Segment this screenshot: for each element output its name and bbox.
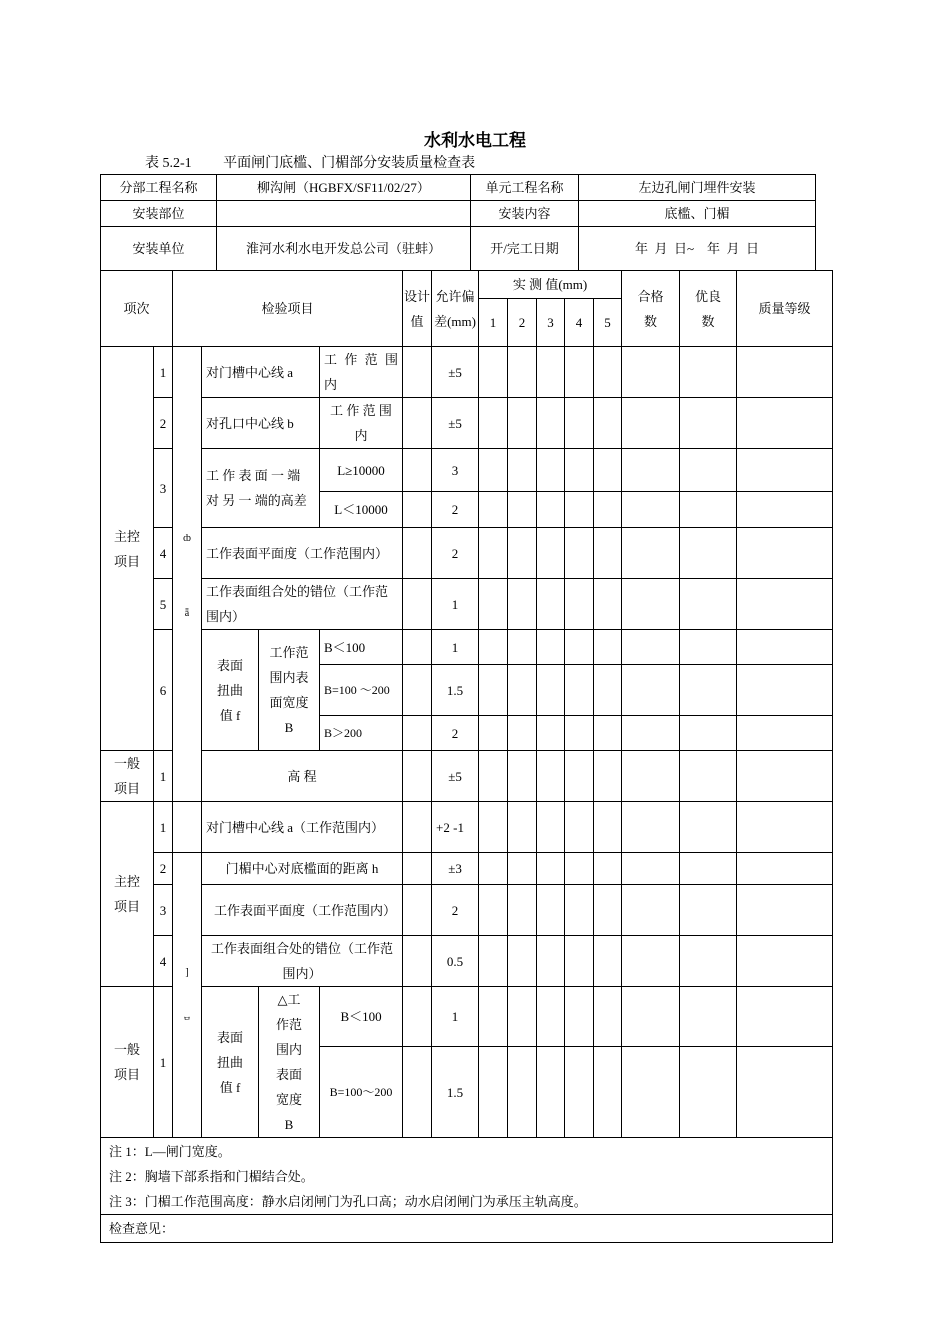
menmei-r3-no: 3 xyxy=(154,885,173,936)
danwei-label: 安装单位 xyxy=(101,227,217,271)
menmei-r5-sub1: B＜100 xyxy=(320,987,403,1047)
cell xyxy=(680,492,737,528)
cell xyxy=(479,1047,508,1138)
dikan-r6-sub1: B＜100 xyxy=(320,630,403,665)
buwei-label: 安装部位 xyxy=(101,201,217,227)
cell xyxy=(622,492,680,528)
cell xyxy=(622,665,680,716)
inspection-table xyxy=(100,270,833,1243)
menmei-side-top xyxy=(173,802,202,853)
cell xyxy=(737,347,833,398)
dikan-r3-tol1: 3 xyxy=(432,449,479,492)
dikan-r7-no: 1 xyxy=(154,751,173,802)
dikan-r3-design2 xyxy=(403,492,432,528)
cell xyxy=(537,449,565,492)
dikan-r6-sub2: B=100 ～200 xyxy=(320,665,403,716)
cell xyxy=(508,579,537,630)
cell xyxy=(622,885,680,936)
cell xyxy=(508,398,537,449)
cell xyxy=(680,987,737,1047)
dikan-r7-tol: ±5 xyxy=(432,751,479,802)
menmei-r5-no: 1 xyxy=(154,987,173,1138)
cell xyxy=(622,936,680,987)
neirong-value: 底槛、门楣 xyxy=(579,201,816,227)
cell xyxy=(508,936,537,987)
cell xyxy=(680,630,737,665)
cell xyxy=(680,716,737,751)
cell xyxy=(622,1047,680,1138)
cell xyxy=(565,885,594,936)
cell xyxy=(537,665,565,716)
cell xyxy=(680,885,737,936)
cell xyxy=(565,528,594,579)
cell xyxy=(565,936,594,987)
menmei-r2-design xyxy=(403,853,432,885)
cell xyxy=(622,630,680,665)
dikan-r4-design xyxy=(403,528,432,579)
cell xyxy=(537,716,565,751)
danyuan-label: 单元工程名称 xyxy=(471,175,579,201)
menmei-r2-no: 2 xyxy=(154,853,173,885)
menmei-side-b: ᄆ xyxy=(182,1016,192,1028)
cell xyxy=(479,449,508,492)
menmei-r5-item: 表面扭曲值 f xyxy=(202,987,259,1138)
danwei-value: 淮河水利水电开发总公司（驻蚌） xyxy=(217,227,471,271)
cell xyxy=(737,802,833,853)
dikan-r5-design xyxy=(403,579,432,630)
cell xyxy=(508,492,537,528)
menmei-r1-item: 对门槽中心线 a（工作范围内） xyxy=(202,802,403,853)
dikan-yiban-label: 一般项目 xyxy=(101,751,154,802)
cell xyxy=(680,449,737,492)
cell xyxy=(508,802,537,853)
cell xyxy=(508,716,537,751)
menmei-zhukong-label: 主控项目 xyxy=(101,802,154,987)
dikan-r5-item: 工作表面组合处的错位（工作范围内） xyxy=(202,579,403,630)
dikan-r3-item: 工 作 表 面 一 端 对 另 一 端的高差 xyxy=(202,449,320,528)
menmei-r1-design xyxy=(403,802,432,853)
dikan-r2-design xyxy=(403,398,432,449)
cell xyxy=(622,579,680,630)
menmei-r5-design1 xyxy=(403,987,432,1047)
cell xyxy=(508,853,537,885)
cell xyxy=(537,347,565,398)
cell xyxy=(737,1047,833,1138)
cell xyxy=(508,449,537,492)
menmei-r5-sub2: B=100～200 xyxy=(320,1047,403,1138)
cell xyxy=(594,579,622,630)
dikan-r1-sub: 工 作 范 围内 xyxy=(320,347,403,398)
form-subtitle: 表 5.2-1 平面闸门底槛、门楣部分安装质量检查表 xyxy=(145,156,476,171)
dikan-r1-design xyxy=(403,347,432,398)
cell xyxy=(594,751,622,802)
header-n2: 2 xyxy=(508,299,537,347)
header-dengji: 质量等级 xyxy=(737,271,833,347)
cell xyxy=(565,853,594,885)
note-3: 注 3：门楣工作范围高度：静水启闭闸门为孔口高；动水启闭闸门为承压主轨高度。 xyxy=(109,1193,587,1209)
cell xyxy=(622,802,680,853)
cell xyxy=(737,987,833,1047)
cell xyxy=(479,987,508,1047)
dikan-r3-sub1: L≥10000 xyxy=(320,449,403,492)
cell xyxy=(622,398,680,449)
cell xyxy=(594,665,622,716)
cell xyxy=(537,987,565,1047)
fenbu-value: 柳沟闸（HGBFX/SF11/02/27） xyxy=(217,175,471,201)
menmei-r4-tol: 0.5 xyxy=(432,936,479,987)
dikan-r6-mid: 工作范围内表面宽度B xyxy=(259,630,320,751)
info-table xyxy=(100,174,816,271)
cell xyxy=(737,398,833,449)
dikan-r6-no: 6 xyxy=(154,630,173,751)
dikan-r4-no: 4 xyxy=(154,528,173,579)
cell xyxy=(622,716,680,751)
cell xyxy=(680,528,737,579)
menmei-r5-tol2: 1.5 xyxy=(432,1047,479,1138)
header-n1: 1 xyxy=(479,299,508,347)
cell xyxy=(537,398,565,449)
header-shice: 实 测 值(mm) xyxy=(479,271,622,299)
dikan-side-a: ȸ xyxy=(183,533,191,544)
menmei-r3-item: 工作表面平面度（工作范围内） xyxy=(202,885,403,936)
cell xyxy=(537,579,565,630)
cell xyxy=(537,751,565,802)
cell xyxy=(594,449,622,492)
dikan-r1-item: 对门槽中心线 a xyxy=(202,347,320,398)
cell xyxy=(737,885,833,936)
cell xyxy=(594,853,622,885)
cell xyxy=(508,665,537,716)
cell xyxy=(680,347,737,398)
menmei-r4-no: 4 xyxy=(154,936,173,987)
dikan-side-label xyxy=(173,347,202,802)
dikan-r3-design1 xyxy=(403,449,432,492)
cell xyxy=(594,528,622,579)
cell xyxy=(479,492,508,528)
cell xyxy=(622,449,680,492)
dikan-r6-design2 xyxy=(403,665,432,716)
dikan-r4-item: 工作表面平面度（工作范围内） xyxy=(202,528,403,579)
cell xyxy=(537,492,565,528)
dikan-r2-tol: ±5 xyxy=(432,398,479,449)
cell xyxy=(594,885,622,936)
header-hege: 合格数 xyxy=(622,271,680,347)
document-title: 水利水电工程 xyxy=(424,131,526,150)
cell xyxy=(479,885,508,936)
cell xyxy=(565,347,594,398)
cell xyxy=(737,751,833,802)
menmei-side-a: ] xyxy=(185,966,189,978)
cell xyxy=(737,630,833,665)
dikan-r3-no: 3 xyxy=(154,449,173,528)
cell xyxy=(737,492,833,528)
cell xyxy=(737,716,833,751)
cell xyxy=(737,449,833,492)
cell xyxy=(537,528,565,579)
header-n5: 5 xyxy=(594,299,622,347)
inspection-opinion: 检查意见： xyxy=(101,1215,833,1243)
cell xyxy=(565,802,594,853)
menmei-side-label xyxy=(173,853,202,1138)
dikan-r1-tol: ±5 xyxy=(432,347,479,398)
header-n3: 3 xyxy=(537,299,565,347)
cell xyxy=(680,853,737,885)
cell xyxy=(479,528,508,579)
dikan-r2-sub: 工 作 范 围内 xyxy=(320,398,403,449)
cell xyxy=(479,398,508,449)
dikan-r2-item: 对孔口中心线 b xyxy=(202,398,320,449)
dikan-r6-tol2: 1.5 xyxy=(432,665,479,716)
cell xyxy=(737,665,833,716)
danyuan-value: 左边孔闸门埋件安装 xyxy=(579,175,816,201)
dikan-r6-tol3: 2 xyxy=(432,716,479,751)
cell xyxy=(537,885,565,936)
cell xyxy=(479,802,508,853)
cell xyxy=(622,528,680,579)
cell xyxy=(622,987,680,1047)
dikan-r6-item: 表面扭曲值 f xyxy=(202,630,259,751)
note-1: 注 1：L—闸门宽度。 xyxy=(109,1143,231,1159)
dikan-r6-tol1: 1 xyxy=(432,630,479,665)
cell xyxy=(737,579,833,630)
notes-block xyxy=(101,1138,833,1215)
cell xyxy=(537,630,565,665)
cell xyxy=(565,449,594,492)
menmei-r2-item: 门楣中心对底槛面的距离 h xyxy=(202,853,403,885)
cell xyxy=(537,853,565,885)
riqi-label: 开/完工日期 xyxy=(471,227,579,271)
dikan-r5-tol: 1 xyxy=(432,579,479,630)
dikan-r6-design1 xyxy=(403,630,432,665)
header-sheji: 设计值 xyxy=(403,271,432,347)
neirong-label: 安装内容 xyxy=(471,201,579,227)
cell xyxy=(594,802,622,853)
menmei-r2-tol: ±3 xyxy=(432,853,479,885)
cell xyxy=(479,665,508,716)
menmei-r4-design xyxy=(403,936,432,987)
cell xyxy=(680,398,737,449)
cell xyxy=(737,528,833,579)
cell xyxy=(565,665,594,716)
cell xyxy=(594,716,622,751)
dikan-zhukong-label: 主控项目 xyxy=(101,347,154,751)
dikan-r4-tol: 2 xyxy=(432,528,479,579)
cell xyxy=(479,751,508,802)
header-n4: 4 xyxy=(565,299,594,347)
cell xyxy=(594,987,622,1047)
cell xyxy=(508,987,537,1047)
cell xyxy=(565,630,594,665)
cell xyxy=(508,630,537,665)
header-yunxu: 允许偏差(mm) xyxy=(432,271,479,347)
cell xyxy=(565,492,594,528)
header-jianyan: 检验项目 xyxy=(173,271,403,347)
cell xyxy=(479,716,508,751)
header-xiangci: 项次 xyxy=(101,271,173,347)
cell xyxy=(680,936,737,987)
dikan-r2-no: 2 xyxy=(154,398,173,449)
dikan-r7-item: 高 程 xyxy=(202,751,403,802)
cell xyxy=(680,751,737,802)
menmei-yiban-label: 一般项目 xyxy=(101,987,154,1138)
cell xyxy=(737,853,833,885)
fenbu-label: 分部工程名称 xyxy=(101,175,217,201)
cell xyxy=(680,1047,737,1138)
riqi-value: 年 月 日~ 年 月 日 xyxy=(579,227,816,271)
cell xyxy=(565,398,594,449)
dikan-r3-tol2: 2 xyxy=(432,492,479,528)
cell xyxy=(508,528,537,579)
dikan-side-b: ǟ xyxy=(184,608,190,619)
menmei-r1-tol: +2 -1 xyxy=(432,802,479,853)
cell xyxy=(594,936,622,987)
menmei-r5-mid: △工作范围内表面宽度B xyxy=(259,987,320,1138)
cell xyxy=(737,936,833,987)
cell xyxy=(479,630,508,665)
menmei-r3-tol: 2 xyxy=(432,885,479,936)
cell xyxy=(508,751,537,802)
cell xyxy=(680,802,737,853)
note-2: 注 2：胸墙下部系指和门楣结合处。 xyxy=(109,1168,314,1184)
cell xyxy=(508,1047,537,1138)
cell xyxy=(565,579,594,630)
cell xyxy=(594,347,622,398)
dikan-r7-design xyxy=(403,751,432,802)
cell xyxy=(508,885,537,936)
dikan-r5-no: 5 xyxy=(154,579,173,630)
header-youliang: 优良数 xyxy=(680,271,737,347)
menmei-r1-no: 1 xyxy=(154,802,173,853)
cell xyxy=(479,579,508,630)
cell xyxy=(594,492,622,528)
menmei-r5-tol1: 1 xyxy=(432,987,479,1047)
dikan-r6-design3 xyxy=(403,716,432,751)
cell xyxy=(479,936,508,987)
cell xyxy=(565,987,594,1047)
cell xyxy=(594,1047,622,1138)
dikan-r1-no: 1 xyxy=(154,347,173,398)
cell xyxy=(479,347,508,398)
cell xyxy=(565,751,594,802)
cell xyxy=(680,665,737,716)
cell xyxy=(508,347,537,398)
cell xyxy=(565,716,594,751)
cell xyxy=(565,1047,594,1138)
menmei-r4-item: 工作表面组合处的错位（工作范围内） xyxy=(202,936,403,987)
dikan-r3-sub2: L＜10000 xyxy=(320,492,403,528)
dikan-r6-sub3: B＞200 xyxy=(320,716,403,751)
cell xyxy=(622,751,680,802)
cell xyxy=(680,579,737,630)
menmei-r5-design2 xyxy=(403,1047,432,1138)
cell xyxy=(479,853,508,885)
cell xyxy=(537,1047,565,1138)
buwei-value xyxy=(217,201,471,227)
menmei-r3-design xyxy=(403,885,432,936)
cell xyxy=(594,398,622,449)
cell xyxy=(622,347,680,398)
cell xyxy=(622,853,680,885)
cell xyxy=(594,630,622,665)
cell xyxy=(537,802,565,853)
cell xyxy=(537,936,565,987)
